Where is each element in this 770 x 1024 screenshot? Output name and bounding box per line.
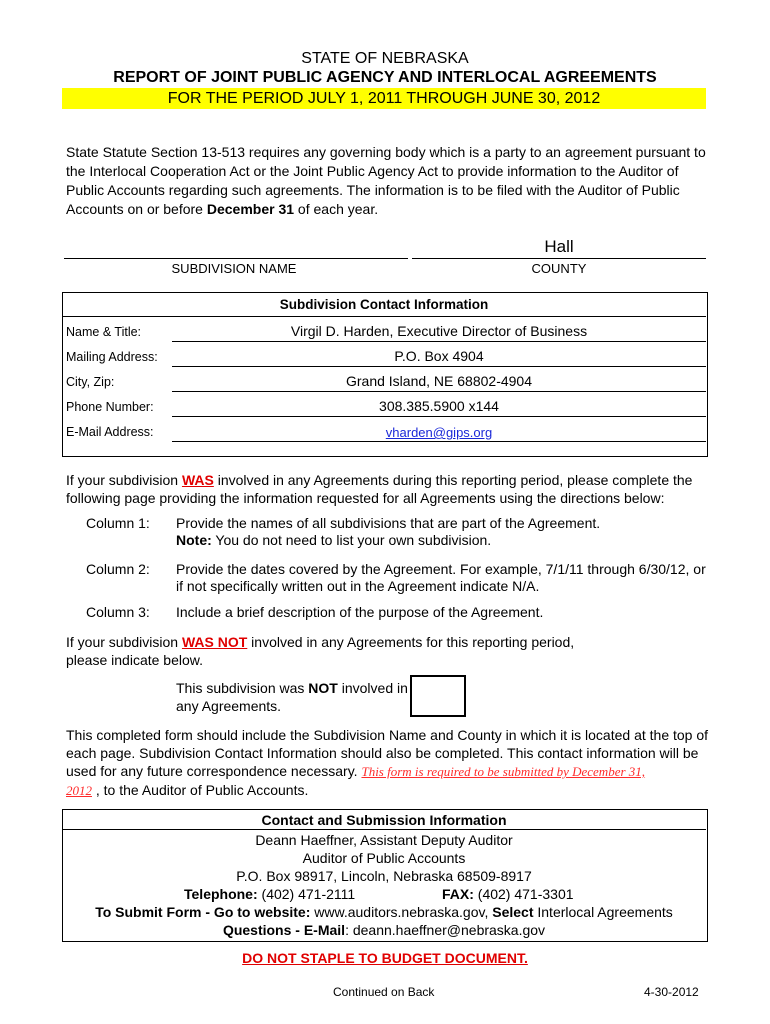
mailing-address-field[interactable]: P.O. Box 4904 [394,348,484,364]
column-3-description: Include a brief description of the purpose of the Agreement. [176,604,544,620]
not-involved-statement: This subdivision was NOT involved in any Agreements. [176,680,408,714]
phone-number-label: Phone Number: [66,400,154,414]
do-not-staple-warning: DO NOT STAPLE TO BUDGET DOCUMENT. [242,950,528,966]
name-title-label: Name & Title: [66,325,142,339]
name-title-underline [172,341,706,342]
submission-box-title: Contact and Submission Information [261,812,507,828]
column-1-label: Column 1: [86,515,150,531]
county-value[interactable]: Hall [544,237,574,256]
not-involved-checkbox[interactable] [410,675,466,717]
intro-paragraph: State Statute Section 13-513 requires any governing body which is a party to an agreement pursuant to the Interlocal Cooperation Act or the Joint Public Agency Act to provide information to the Auditor of Public Accounts regarding such agreements. The information is to be filed with the Auditor of Public Accounts on or before December 31 of each year. [66,144,706,217]
telephone-line: Telephone: (402) 471-2111 [184,886,356,902]
mailing-address-underline [172,366,706,367]
column-1-description: Provide the names of all subdivisions that are part of the Agreement. Note: You do not need to list your own subdivision. [176,515,601,548]
contact-box-title: Subdivision Contact Information [279,297,489,312]
form-date: 4-30-2012 [644,985,699,999]
auditor-address: P.O. Box 98917, Lincoln, Nebraska 68509-8917 [236,868,532,884]
continued-on-back: Continued on Back [333,985,435,999]
website-line: To Submit Form - Go to website: www.auditors.nebraska.gov, Select Interlocal Agreements [95,904,673,920]
name-title-field[interactable]: Virgil D. Harden, Executive Director of Business [290,323,588,339]
city-zip-field[interactable]: Grand Island, NE 68802-4904 [345,373,532,389]
city-zip-underline [172,391,706,392]
county-line [412,258,706,259]
auditor-name: Deann Haeffner, Assistant Deputy Auditor [255,832,513,848]
period-banner: FOR THE PERIOD JULY 1, 2011 THROUGH JUNE 30, 2012 [62,88,706,109]
county-label: COUNTY [531,261,587,276]
email-address-field[interactable] [172,424,706,440]
city-zip-label: City, Zip: [66,375,115,389]
was-involved-paragraph: If your subdivision WAS involved in any Agreements during this reporting period, please complete the following page providing the information requested for all Agreements using the directions below: [66,472,693,506]
column-2-label: Column 2: [86,561,150,577]
report-title: REPORT OF JOINT PUBLIC AGENCY AND INTERLOCAL AGREEMENTS [113,69,657,86]
email-address-underline [172,441,706,442]
submission-title-divider [62,829,706,830]
phone-number-field[interactable]: 308.385.5900 x144 [379,398,499,414]
was-not-involved-paragraph: If your subdivision WAS NOT involved in any Agreements for this reporting period, please indicate below. [66,634,575,668]
fax-line: FAX: (402) 471-3301 [442,886,574,902]
completed-form-paragraph: This completed form should include the Subdivision Name and County in which it is located at the top of each page. Subdivision Contact Information should also be completed. This contact information will be used for any future correspondence necessary. This form is required to be submitted by December 31, 2012 , to the Auditor of Public Accounts. [66,727,709,798]
email-address-label: E-Mail Address: [66,425,154,439]
contact-title-divider [62,316,706,317]
phone-number-underline [172,416,706,417]
subdivision-name-line [64,258,408,259]
state-heading: STATE OF NEBRASKA [301,50,469,67]
mailing-address-label: Mailing Address: [66,350,158,364]
questions-email-line: Questions - E-Mail: deann.haeffner@nebraska.gov [222,922,546,938]
subdivision-name-label: SUBDIVISION NAME [171,261,297,276]
auditor-office: Auditor of Public Accounts [302,850,466,866]
email-link[interactable]: vharden@gips.org [385,425,493,440]
column-3-label: Column 3: [86,604,150,620]
column-2-description: Provide the dates covered by the Agreement. For example, 7/1/11 through 6/30/12, or if not specifically written out in the Agreement indicate N/A. [176,561,706,594]
